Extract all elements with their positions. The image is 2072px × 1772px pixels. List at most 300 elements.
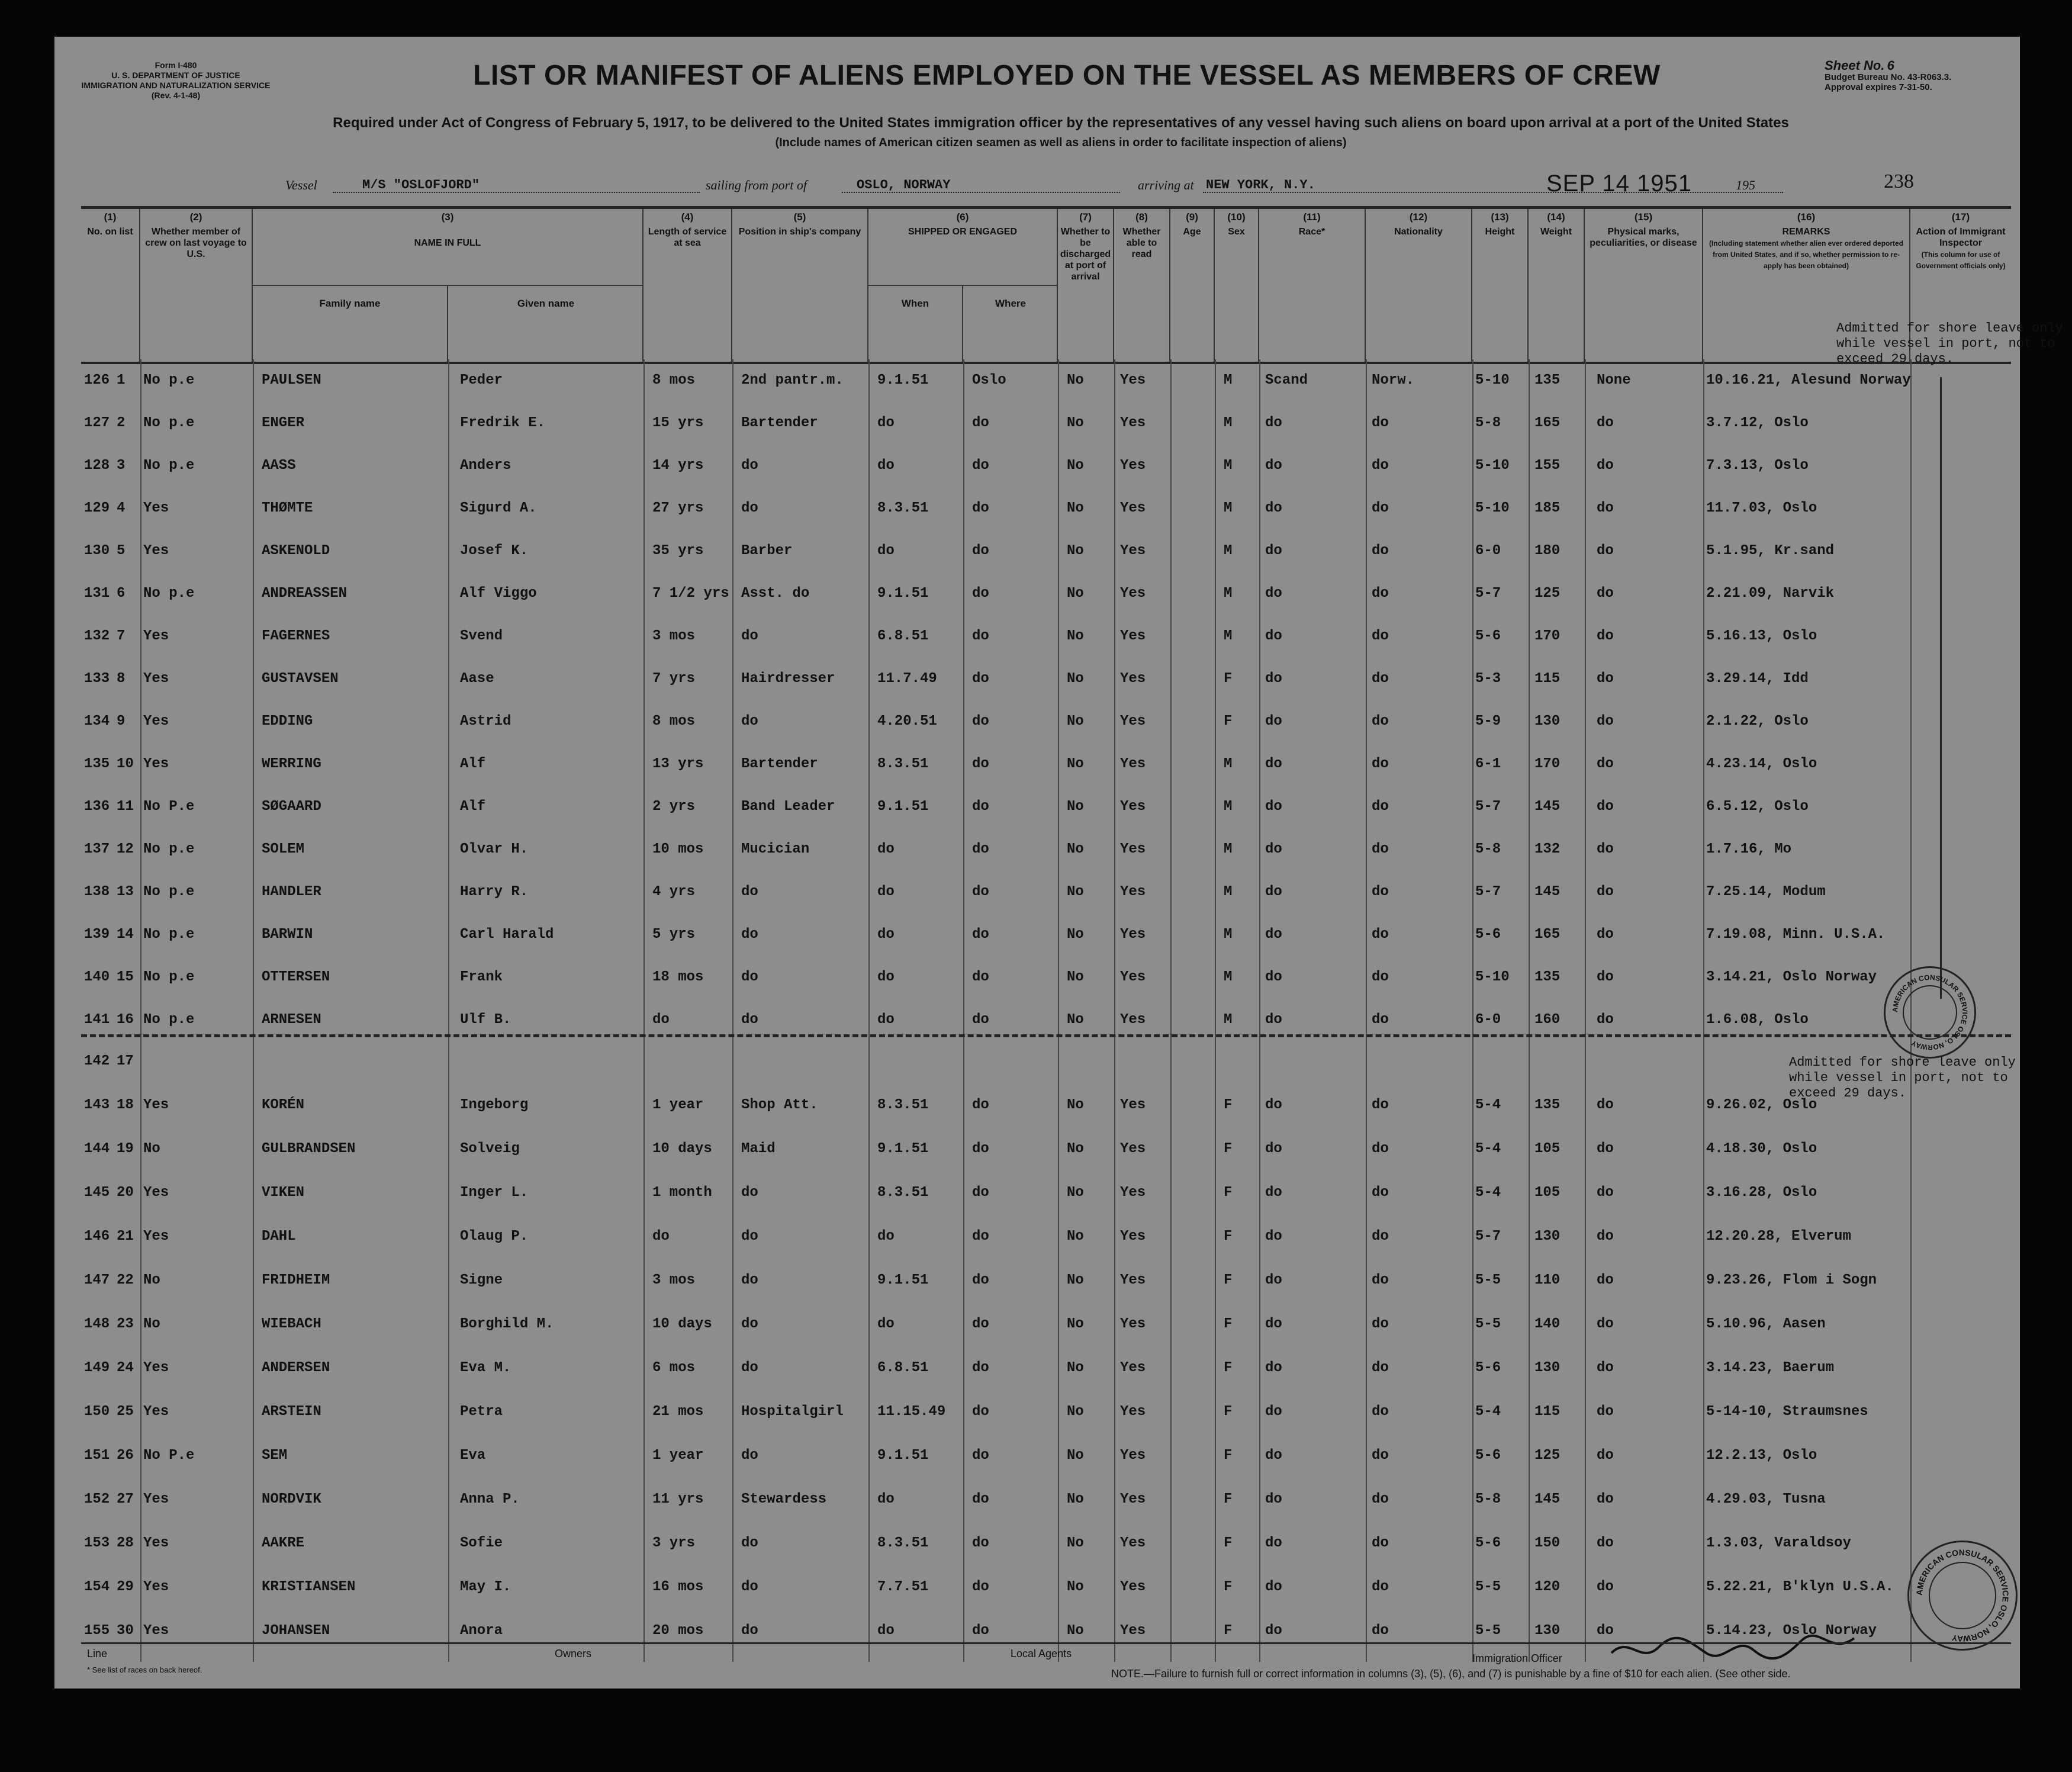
cell-shipped-when: do	[877, 969, 895, 985]
col-header-2: (2) Whether member of crew on last voyage to U.S.	[140, 209, 253, 362]
cell-physical-marks: do	[1597, 628, 1614, 644]
cell-race: do	[1265, 1141, 1282, 1157]
cell-shipped-where: do	[972, 1491, 989, 1507]
cell-remarks: 2.1.22, Oslo	[1706, 713, 1809, 729]
cell-physical-marks: do	[1597, 1012, 1614, 1028]
cell-nationality: do	[1372, 1185, 1389, 1201]
cell-list-number: 15	[117, 969, 134, 985]
cell-physical-marks: do	[1597, 927, 1614, 943]
cell-physical-marks: do	[1597, 1491, 1614, 1507]
cell-remarks: 2.21.09, Narvik	[1706, 586, 1835, 602]
cell-given-name: Ingeborg	[460, 1097, 529, 1113]
cell-sex: M	[1224, 543, 1233, 559]
cell-race: do	[1265, 458, 1282, 474]
cell-shipped-where: do	[972, 1097, 989, 1113]
manifest-sheet	[54, 37, 2063, 1689]
inspector-note: Admitted for shore leave only while vessel in port, not to exceed 29 days.	[1789, 1055, 2016, 1101]
cell-remarks: 5.22.21, B'klyn U.S.A.	[1706, 1579, 1894, 1595]
cell-family-name: EDDING	[262, 713, 313, 729]
consular-stamp	[1907, 1541, 2018, 1651]
cell-weight: 145	[1534, 1491, 1561, 1507]
cell-race: Scand	[1265, 372, 1308, 388]
cell-given-name: Frank	[460, 969, 503, 985]
cell-able-to-read: Yes	[1120, 1097, 1146, 1113]
cell-position: do	[741, 1448, 758, 1464]
cell-height: 5-8	[1475, 1491, 1501, 1507]
cell-nationality: do	[1372, 500, 1389, 516]
cell-remarks: 3.16.28, Oslo	[1706, 1185, 1817, 1201]
cell-race: do	[1265, 1272, 1282, 1288]
cell-sex: F	[1224, 1535, 1233, 1551]
cell-race: do	[1265, 1360, 1282, 1376]
cell-weight: 150	[1534, 1535, 1561, 1551]
cell-height: 5-4	[1475, 1141, 1501, 1157]
cell-service-length: do	[652, 1012, 670, 1028]
cell-nationality: do	[1372, 1448, 1389, 1464]
cell-sex: M	[1224, 884, 1233, 900]
cell-given-name: Borghild M.	[460, 1316, 554, 1332]
cell-family-name: VIKEN	[262, 1185, 305, 1201]
table-row	[81, 1391, 2011, 1432]
cell-previous-voyage: Yes	[143, 628, 169, 644]
cell-remarks: 9.26.02, Oslo	[1706, 1097, 1817, 1113]
cell-nationality: do	[1372, 713, 1389, 729]
cell-previous-voyage: No P.e	[143, 1448, 195, 1464]
cell-previous-voyage: No p.e	[143, 841, 195, 857]
cell-sex: F	[1224, 1579, 1233, 1595]
cell-shipped-when: do	[877, 543, 895, 559]
cell-race: do	[1265, 586, 1282, 602]
cell-line-number: 150	[84, 1404, 110, 1420]
cell-shipped-when: 8.3.51	[877, 1097, 929, 1113]
cell-remarks: 5.14.23, Oslo Norway	[1706, 1623, 1877, 1639]
cell-able-to-read: Yes	[1120, 1579, 1146, 1595]
cell-position: do	[741, 1228, 758, 1244]
cell-height: 5-7	[1475, 884, 1501, 900]
cell-physical-marks: do	[1597, 500, 1614, 516]
table-row	[81, 1303, 2011, 1345]
cell-shipped-where: do	[972, 1185, 989, 1201]
cell-weight: 115	[1534, 1404, 1561, 1420]
col-header-10: (10) Sex	[1215, 209, 1259, 362]
cell-height: 6-1	[1475, 756, 1501, 772]
cell-physical-marks: do	[1597, 543, 1614, 559]
page-title: LIST OR MANIFEST OF ALIENS EMPLOYED ON THE VESSEL AS MEMBERS OF CREW	[473, 60, 1661, 91]
cell-race: do	[1265, 1097, 1282, 1113]
cell-list-number: 2	[117, 415, 126, 431]
cell-given-name: Eva M.	[460, 1360, 511, 1376]
cell-line-number: 144	[84, 1141, 110, 1157]
cell-remarks: 10.16.21, Alesund Norway	[1706, 372, 1911, 388]
cell-shipped-when: 7.7.51	[877, 1579, 929, 1595]
cell-line-number: 134	[84, 713, 110, 729]
cell-shipped-where: do	[972, 543, 989, 559]
cell-race: do	[1265, 1316, 1282, 1332]
approval-expiry: Approval expires 7-31-50.	[1825, 82, 1932, 92]
cell-physical-marks: do	[1597, 1185, 1614, 1201]
cell-remarks: 5.1.95, Kr.sand	[1706, 543, 1835, 559]
cell-shipped-when: do	[877, 927, 895, 943]
cell-shipped-when: do	[877, 415, 895, 431]
cell-list-number: 1	[117, 372, 126, 388]
cell-service-length: 21 mos	[652, 1404, 704, 1420]
cell-height: 5-4	[1475, 1097, 1501, 1113]
cell-weight: 130	[1534, 1623, 1561, 1639]
cell-shipped-when: 9.1.51	[877, 372, 929, 388]
cell-discharge: No	[1067, 458, 1084, 474]
cell-previous-voyage: No p.e	[143, 1012, 195, 1028]
cell-able-to-read: Yes	[1120, 415, 1146, 431]
cell-remarks: 1.3.03, Varaldsoy	[1706, 1535, 1851, 1551]
cell-shipped-where: do	[972, 884, 989, 900]
cell-shipped-when: 9.1.51	[877, 1141, 929, 1157]
cell-given-name: Eva	[460, 1448, 486, 1464]
cell-line-number: 132	[84, 628, 110, 644]
cell-previous-voyage: Yes	[143, 713, 169, 729]
cell-shipped-when: 11.7.49	[877, 671, 937, 687]
table-row	[81, 487, 2011, 529]
cell-able-to-read: Yes	[1120, 500, 1146, 516]
cell-previous-voyage: No p.e	[143, 458, 195, 474]
cell-race: do	[1265, 713, 1282, 729]
cell-line-number: 153	[84, 1535, 110, 1551]
cell-family-name: ANDREASSEN	[262, 586, 348, 602]
cell-shipped-where: do	[972, 1272, 989, 1288]
vessel-name: M/S "OSLOFJORD"	[362, 178, 480, 192]
cell-previous-voyage: Yes	[143, 543, 169, 559]
cell-shipped-when: 9.1.51	[877, 799, 929, 815]
cell-remarks: 1.6.08, Oslo	[1706, 1012, 1809, 1028]
column-header	[81, 206, 2011, 364]
given-name-header: Given name	[448, 285, 644, 362]
table-row	[81, 658, 2011, 699]
cell-remarks: 4.18.30, Oslo	[1706, 1141, 1817, 1157]
cell-nationality: do	[1372, 671, 1389, 687]
cell-service-length: 20 mos	[652, 1623, 704, 1639]
table-row	[81, 786, 2011, 827]
sailing-label: sailing from port of	[706, 178, 807, 192]
cell-list-number: 23	[117, 1316, 134, 1332]
cell-position: do	[741, 713, 758, 729]
cell-able-to-read: Yes	[1120, 713, 1146, 729]
cell-service-length: 35 yrs	[652, 543, 704, 559]
cell-previous-voyage: Yes	[143, 671, 169, 687]
stamp-text: AMERICAN CONSULAR SERVICE OSLO, NORWAY	[1890, 973, 1970, 1052]
cell-nationality: Norw.	[1372, 372, 1415, 388]
cell-line-number: 131	[84, 586, 110, 602]
cell-given-name: Solveig	[460, 1141, 520, 1157]
cell-discharge: No	[1067, 841, 1084, 857]
cell-discharge: No	[1067, 1579, 1084, 1595]
cell-weight: 165	[1534, 927, 1561, 943]
cell-weight: 130	[1534, 1360, 1561, 1376]
cell-family-name: FAGERNES	[262, 628, 330, 644]
cell-physical-marks: do	[1597, 1097, 1614, 1113]
cell-shipped-when: 8.3.51	[877, 1535, 929, 1551]
cell-list-number: 6	[117, 586, 126, 602]
cell-race: do	[1265, 500, 1282, 516]
table-row	[81, 1522, 2011, 1564]
col-header-14: (14) Weight	[1529, 209, 1585, 362]
cell-nationality: do	[1372, 1097, 1389, 1113]
cell-discharge: No	[1067, 884, 1084, 900]
cell-nationality: do	[1372, 1579, 1389, 1595]
cell-sex: F	[1224, 671, 1233, 687]
cell-discharge: No	[1067, 1272, 1084, 1288]
cell-physical-marks: None	[1597, 372, 1631, 388]
cell-position: Bartender	[741, 756, 818, 772]
cell-shipped-when: 6.8.51	[877, 628, 929, 644]
table-row	[81, 828, 2011, 870]
cell-sex: F	[1224, 1228, 1233, 1244]
cell-line-number: 151	[84, 1448, 110, 1464]
cell-list-number: 12	[117, 841, 134, 857]
cell-weight: 105	[1534, 1141, 1561, 1157]
cell-position: do	[741, 1360, 758, 1376]
table-row	[81, 1347, 2011, 1388]
cell-height: 5-10	[1475, 969, 1510, 985]
cell-list-number: 24	[117, 1360, 134, 1376]
cell-previous-voyage: Yes	[143, 756, 169, 772]
consular-stamp	[1884, 966, 1976, 1059]
cell-discharge: No	[1067, 1623, 1084, 1639]
cell-weight: 155	[1534, 458, 1561, 474]
cell-shipped-when: 8.3.51	[877, 500, 929, 516]
cell-nationality: do	[1372, 543, 1389, 559]
cell-position: 2nd pantr.m.	[741, 372, 844, 388]
cell-list-number: 19	[117, 1141, 134, 1157]
cell-previous-voyage: No p.e	[143, 927, 195, 943]
cell-remarks: 3.14.21, Oslo Norway	[1706, 969, 1877, 985]
cell-line-number: 142	[84, 1053, 110, 1069]
cell-remarks: 5-14-10, Straumsnes	[1706, 1404, 1868, 1420]
cell-position: do	[741, 1012, 758, 1028]
cell-line-number: 145	[84, 1185, 110, 1201]
cell-discharge: No	[1067, 1185, 1084, 1201]
cell-remarks: 7.25.14, Modum	[1706, 884, 1826, 900]
cell-shipped-when: do	[877, 1012, 895, 1028]
footer	[81, 1642, 2011, 1686]
cell-shipped-where: do	[972, 1360, 989, 1376]
cell-race: do	[1265, 1535, 1282, 1551]
cell-discharge: No	[1067, 1141, 1084, 1157]
cell-position: Band Leader	[741, 799, 835, 815]
cell-physical-marks: do	[1597, 1448, 1614, 1464]
vessel-label: Vessel	[285, 178, 317, 192]
cell-physical-marks: do	[1597, 799, 1614, 815]
cell-service-length: 1 year	[652, 1448, 704, 1464]
department: U. S. DEPARTMENT OF JUSTICE	[111, 70, 240, 80]
cell-sex: F	[1224, 1404, 1233, 1420]
cell-shipped-when: do	[877, 1316, 895, 1332]
svg-text:AMERICAN CONSULAR SERVICE OSLO	[1891, 973, 1969, 1051]
cell-discharge: No	[1067, 969, 1084, 985]
cell-list-number: 29	[117, 1579, 134, 1595]
table-row	[81, 1566, 2011, 1607]
cell-discharge: No	[1067, 1360, 1084, 1376]
cell-sex: F	[1224, 1316, 1233, 1332]
cell-given-name: Olvar H.	[460, 841, 529, 857]
cell-sex: M	[1224, 458, 1233, 474]
col-header-7: (7) Whether to be discharged at port of arrival	[1058, 209, 1114, 362]
cell-position: Shop Att.	[741, 1097, 818, 1113]
cell-remarks: 7.19.08, Minn. U.S.A.	[1706, 927, 1886, 943]
cell-nationality: do	[1372, 1623, 1389, 1639]
cell-physical-marks: do	[1597, 1404, 1614, 1420]
cell-family-name: ARSTEIN	[262, 1404, 321, 1420]
cell-sex: M	[1224, 372, 1233, 388]
cell-line-number: 147	[84, 1272, 110, 1288]
cell-position: do	[741, 628, 758, 644]
cell-weight: 160	[1534, 1012, 1561, 1028]
cell-shipped-where: do	[972, 586, 989, 602]
cell-position: do	[741, 927, 758, 943]
cell-weight: 185	[1534, 500, 1561, 516]
table-row	[81, 914, 2011, 955]
cell-race: do	[1265, 884, 1282, 900]
cell-physical-marks: do	[1597, 1623, 1614, 1639]
cell-given-name: Signe	[460, 1272, 503, 1288]
cell-nationality: do	[1372, 756, 1389, 772]
cell-shipped-where: do	[972, 841, 989, 857]
year-prefix: 195	[1736, 178, 1755, 192]
date-stamp: SEP 14 1951	[1546, 171, 1693, 197]
cell-discharge: No	[1067, 756, 1084, 772]
col-header-15: (15) Physical marks, peculiarities, or disease	[1585, 209, 1703, 362]
col-header-3: (3) NAME IN FULL Family name Given name	[253, 209, 644, 362]
stamp-text: AMERICAN CONSULAR SERVICE OSLO, NORWAY	[1914, 1547, 2011, 1644]
cell-nationality: do	[1372, 884, 1389, 900]
cell-list-number: 22	[117, 1272, 134, 1288]
cell-able-to-read: Yes	[1120, 1448, 1146, 1464]
cell-able-to-read: Yes	[1120, 628, 1146, 644]
cell-service-length: 13 yrs	[652, 756, 704, 772]
cell-family-name: JOHANSEN	[262, 1623, 330, 1639]
cell-position: do	[741, 500, 758, 516]
table-row	[81, 1259, 2011, 1301]
cell-given-name: Alf	[460, 799, 486, 815]
table-row	[81, 573, 2011, 614]
cell-able-to-read: Yes	[1120, 372, 1146, 388]
cell-weight: 130	[1534, 1228, 1561, 1244]
cell-weight: 165	[1534, 415, 1561, 431]
departure-port: OSLO, NORWAY	[857, 178, 951, 192]
cell-nationality: do	[1372, 1360, 1389, 1376]
cell-family-name: ASKENOLD	[262, 543, 330, 559]
cell-family-name: AAKRE	[262, 1535, 305, 1551]
table-row	[81, 445, 2011, 486]
cell-line-number: 126	[84, 372, 110, 388]
cell-weight: 132	[1534, 841, 1561, 857]
cell-sex: M	[1224, 841, 1233, 857]
cell-weight: 135	[1534, 372, 1561, 388]
cell-given-name: Carl Harald	[460, 927, 554, 943]
cell-family-name: GULBRANDSEN	[262, 1141, 356, 1157]
cell-able-to-read: Yes	[1120, 841, 1146, 857]
form-revision: (Rev. 4-1-48)	[151, 91, 201, 100]
cell-shipped-where: do	[972, 415, 989, 431]
cell-family-name: SEM	[262, 1448, 288, 1464]
cell-weight: 110	[1534, 1272, 1561, 1288]
cell-discharge: No	[1067, 1316, 1084, 1332]
table-row	[81, 615, 2011, 657]
cell-position: Hairdresser	[741, 671, 835, 687]
col-header-6: (6) SHIPPED OR ENGAGED When Where	[868, 209, 1058, 362]
cell-remarks: 12.20.28, Elverum	[1706, 1228, 1851, 1244]
cell-list-number: 13	[117, 884, 134, 900]
cell-discharge: No	[1067, 586, 1084, 602]
cell-height: 5-8	[1475, 841, 1501, 857]
table-row	[81, 743, 2011, 784]
cell-line-number: 130	[84, 543, 110, 559]
table-row	[81, 1215, 2011, 1257]
cell-shipped-when: do	[877, 1623, 895, 1639]
cell-line-number: 129	[84, 500, 110, 516]
cell-sex: F	[1224, 1272, 1233, 1288]
cell-service-length: 7 1/2 yrs	[652, 586, 729, 602]
cell-physical-marks: do	[1597, 671, 1614, 687]
cell-shipped-when: do	[877, 841, 895, 857]
cell-given-name: Harry R.	[460, 884, 529, 900]
table-row	[81, 1478, 2011, 1520]
cell-line-number: 148	[84, 1316, 110, 1332]
cell-line-number: 133	[84, 671, 110, 687]
cell-race: do	[1265, 1404, 1282, 1420]
cell-service-length: 16 mos	[652, 1579, 704, 1595]
form-number: Form I-480	[155, 60, 197, 70]
cell-height: 5-9	[1475, 713, 1501, 729]
cell-able-to-read: Yes	[1120, 1228, 1146, 1244]
cell-weight: 170	[1534, 756, 1561, 772]
cell-family-name: KORÉN	[262, 1097, 305, 1113]
cell-height: 5-10	[1475, 458, 1510, 474]
cell-weight: 105	[1534, 1185, 1561, 1201]
cell-weight: 125	[1534, 586, 1561, 602]
table-row	[81, 999, 2011, 1040]
cell-height: 5-5	[1475, 1579, 1501, 1595]
cell-weight: 125	[1534, 1448, 1561, 1464]
cell-family-name: OTTERSEN	[262, 969, 330, 985]
cell-service-length: 3 mos	[652, 628, 696, 644]
cell-position: Maid	[741, 1141, 776, 1157]
cell-race: do	[1265, 841, 1282, 857]
cell-discharge: No	[1067, 1012, 1084, 1028]
cell-list-number: 28	[117, 1535, 134, 1551]
cell-race: do	[1265, 1448, 1282, 1464]
cell-discharge: No	[1067, 1097, 1084, 1113]
table-row	[81, 1128, 2011, 1169]
cell-line-number: 139	[84, 927, 110, 943]
cell-previous-voyage: No p.e	[143, 586, 195, 602]
cell-shipped-when: do	[877, 1491, 895, 1507]
cell-list-number: 11	[117, 799, 134, 815]
cell-able-to-read: Yes	[1120, 1272, 1146, 1288]
cell-height: 5-5	[1475, 1316, 1501, 1332]
cell-service-length: 10 days	[652, 1316, 712, 1332]
cell-shipped-where: do	[972, 1579, 989, 1595]
cell-service-length: 8 mos	[652, 713, 696, 729]
cell-nationality: do	[1372, 628, 1389, 644]
cell-list-number: 27	[117, 1491, 134, 1507]
cell-able-to-read: Yes	[1120, 1360, 1146, 1376]
cell-nationality: do	[1372, 1012, 1389, 1028]
cell-previous-voyage: Yes	[143, 1535, 169, 1551]
cell-given-name: Svend	[460, 628, 503, 644]
cell-line-number: 135	[84, 756, 110, 772]
cell-sex: F	[1224, 1448, 1233, 1464]
cell-sex: F	[1224, 1491, 1233, 1507]
cell-physical-marks: do	[1597, 1228, 1614, 1244]
